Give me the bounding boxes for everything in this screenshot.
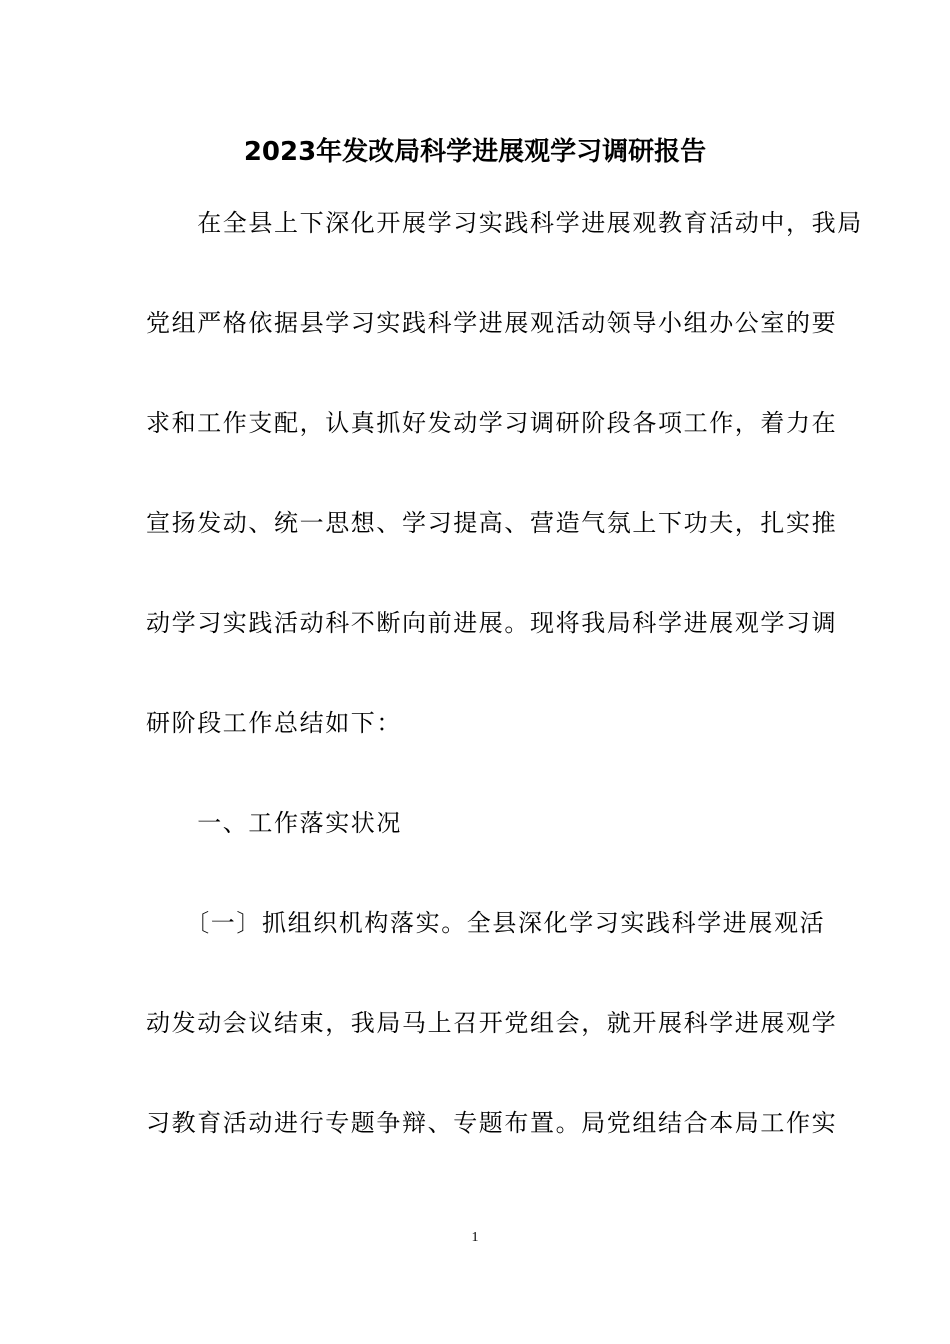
body-line: 在全县上下深化开展学习实践科学进展观教育活动中，我局 [146,209,863,237]
body-line: 求和工作支配，认真抓好发动学习调研阶段各项工作，着力在 [146,409,838,437]
body-line: 习教育活动进行专题争辩、专题布置。局党组结合本局工作实 [146,1109,838,1137]
body-line: 〔一〕抓组织机构落实。全县深化学习实践科学进展观活 [146,909,826,937]
body-line: 动发动会议结束，我局马上召开党组会，就开展科学进展观学 [146,1009,838,1037]
body-line: 党组严格依据县学习实践科学进展观活动领导小组办公室的要 [146,309,838,337]
body-line: 研阶段工作总结如下： [146,709,402,737]
document-title: 2023年发改局科学进展观学习调研报告 [243,137,707,167]
page-number: 1 [471,1230,479,1245]
body-line: 动学习实践活动科不断向前进展。现将我局科学进展观学习调 [146,609,838,637]
section-heading: 一、工作落实状况 [146,809,402,837]
body-line: 宣扬发动、统一思想、学习提高、营造气氛上下功夫，扎实推 [146,509,838,537]
